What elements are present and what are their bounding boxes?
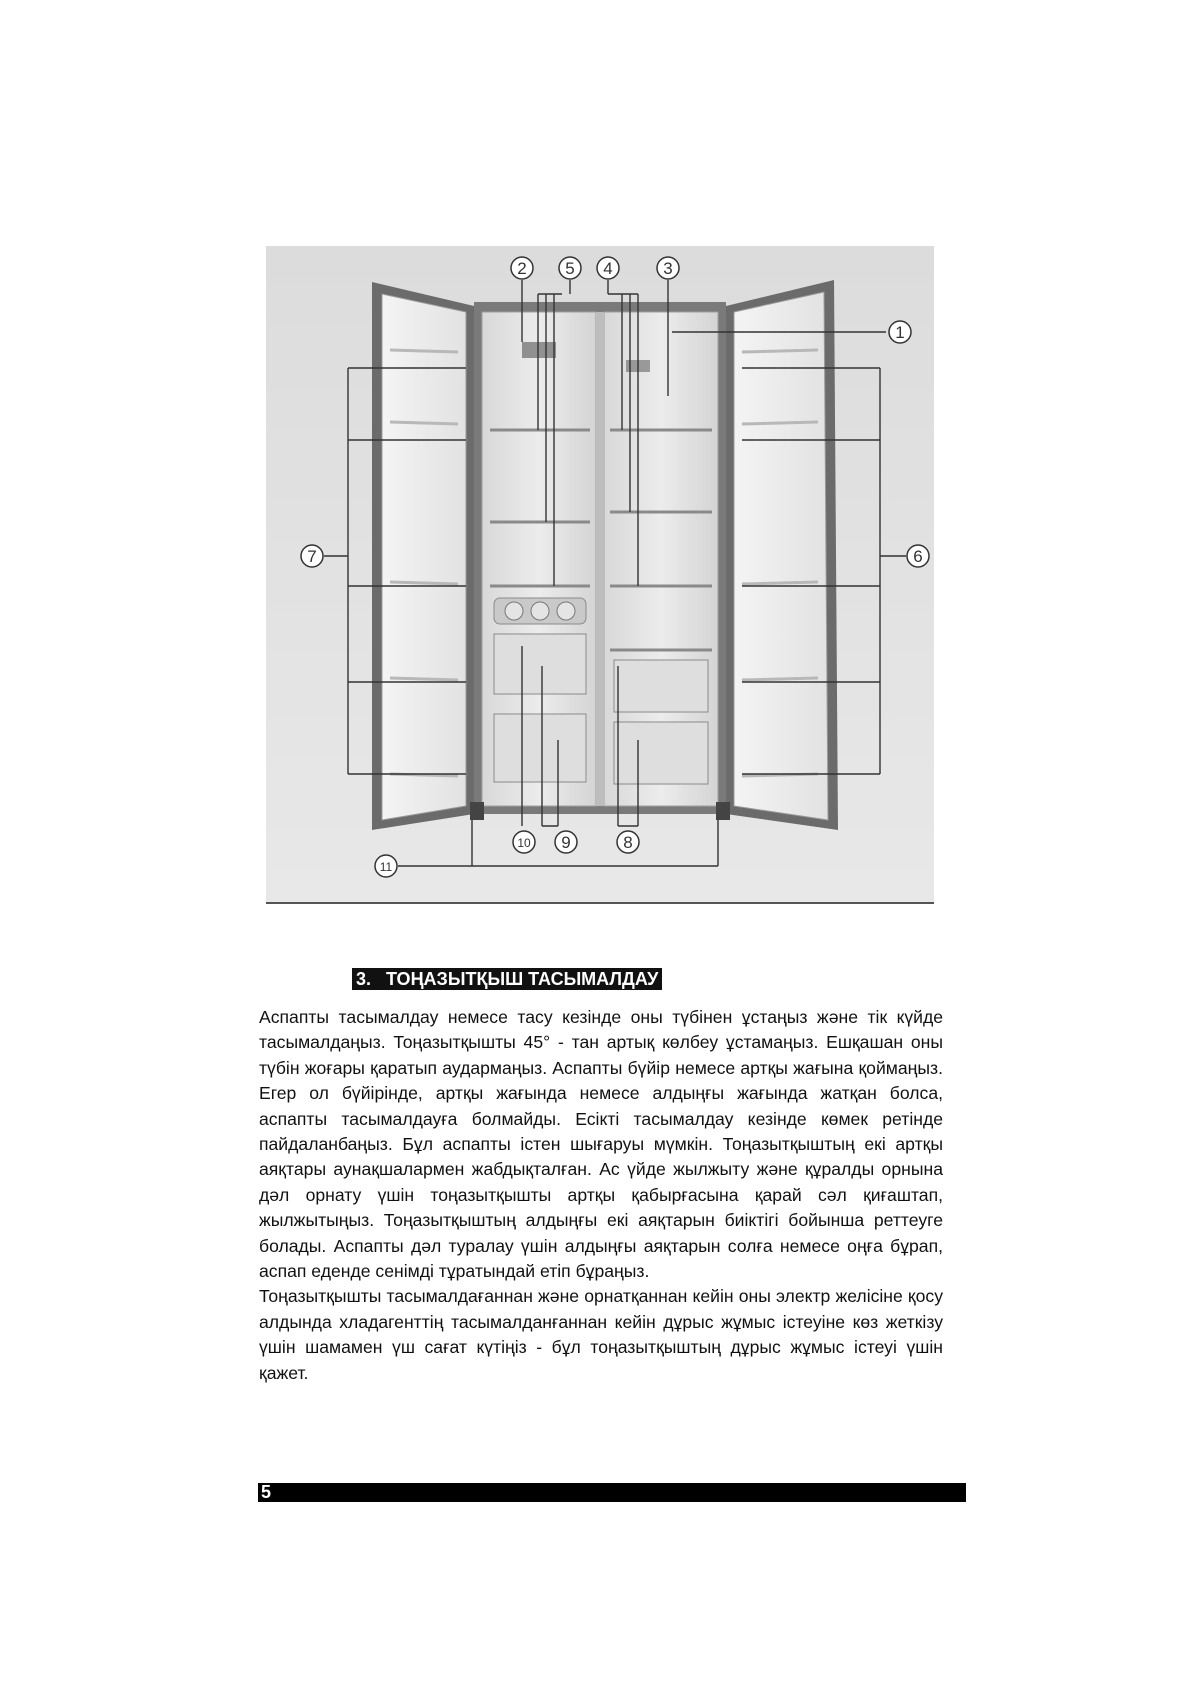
- callout-11: [375, 855, 397, 877]
- refrigerator-diagram-svg: [266, 246, 934, 906]
- callout-10: [513, 831, 535, 853]
- callout-2: [511, 257, 533, 279]
- page-number: 5: [258, 1483, 274, 1502]
- paragraph: Тоңазытқышты тасымалдағаннан және орнатқаннан кейін оны электр желісіне қосу алдында хладагенттің тасымалданғаннан кейін дұрыс жұмыс істеуіне көз жеткізу үшін шамамен үш сағат күтіңіз - бұл тоңазытқыштың дұрыс жұмыс істеуі үшін қажет.: [259, 1286, 943, 1383]
- callout-1: [889, 321, 911, 343]
- cabinet: [470, 302, 730, 820]
- svg-text:5: 5: [565, 259, 575, 278]
- callout-4: [597, 257, 619, 279]
- callout-8: [617, 831, 639, 853]
- footer-bar: [258, 1483, 966, 1502]
- svg-text:11: 11: [379, 860, 393, 874]
- svg-text:9: 9: [561, 833, 571, 852]
- svg-text:1: 1: [895, 323, 905, 342]
- right-door: [726, 280, 838, 830]
- callout-7: [301, 545, 323, 567]
- svg-text:3: 3: [663, 259, 673, 278]
- svg-text:10: 10: [517, 836, 531, 850]
- svg-text:8: 8: [623, 833, 633, 852]
- svg-text:4: 4: [603, 259, 613, 278]
- paragraph: Аспапты тасымалдау немесе тасу кезінде оны түбінен ұстаңыз және тік күйде тасымалдаңыз. Тоңазытқышты 45° - тан артық көлбеу ұстамаңыз. Ешқашан оны түбін жоғары қаратып аудармаңыз. Аспапты бүйір немесе артқы жағына қоймаңыз. Егер ол бүйірінде, артқы жағында немесе алдыңғы жағында жатқан болса, аспапты тасымалдауға болмайды. Есікті тасымалдау кезінде көмек ретінде пайдаланбаңыз. Бұл аспапты істен шығаруы мүмкін. Тоңазытқыштың екі артқы аяқтары аунақшалармен жабдықталған. Ас үйде жылжыту және құралды орнына дәл орнату үшін тоңазытқышты артқы қабырғасына қарай сәл қиғаштап, жылжытыңыз. Тоңазытқыштың алдыңғы екі аяқтарын биіктігі бойынша реттеуге болады. Аспапты дәл туралау үшін алдыңғы аяқтарын солға немесе оңға бұрап, аспап еденде сенімді тұратындай етіп бұраңыз.: [259, 1007, 943, 1282]
- callout-3: [657, 257, 679, 279]
- svg-text:2: 2: [517, 259, 527, 278]
- callout-6: [907, 545, 929, 567]
- callout-5: [559, 257, 581, 279]
- refrigerator-diagram: [266, 246, 934, 906]
- left-door: [372, 282, 474, 830]
- svg-text:7: 7: [307, 547, 317, 566]
- section-body: [259, 1005, 943, 1386]
- svg-text:6: 6: [913, 547, 923, 566]
- callout-9: [555, 831, 577, 853]
- section-heading: 3. ТОҢАЗЫТҚЫШ ТАСЫМАЛДАУ: [352, 968, 662, 990]
